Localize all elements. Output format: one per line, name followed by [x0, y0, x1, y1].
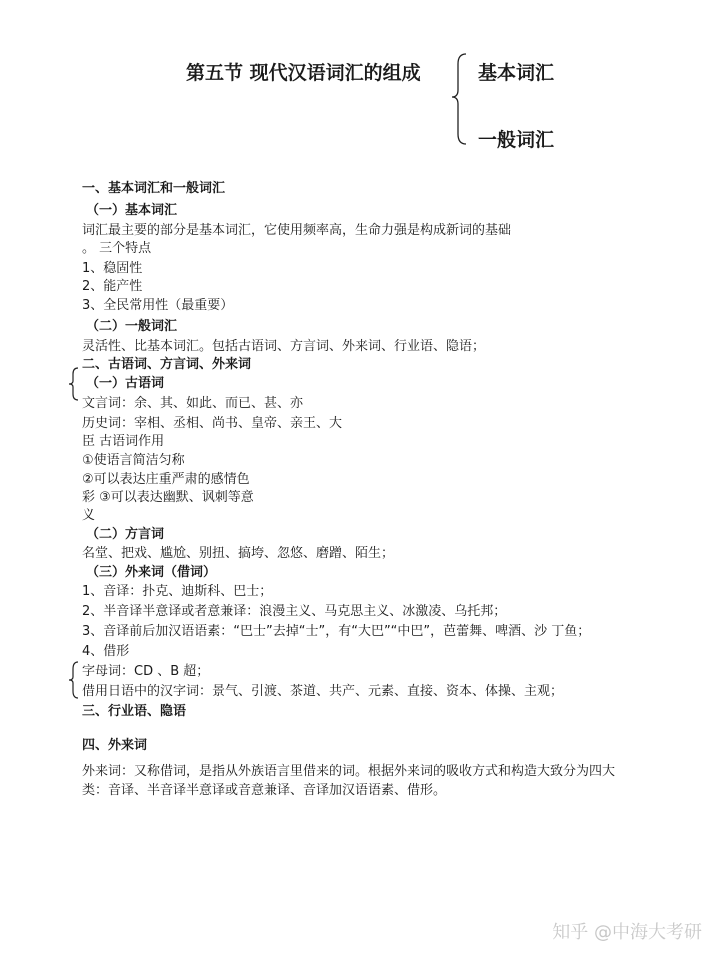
text-line: 字母词：CD 、B 超；	[82, 664, 210, 679]
subheading-loanwords: （三）外来词（借词）	[86, 565, 217, 580]
text-line: 2、半音译半意译或者意兼译：浪漫主义、马克思主义、冰激凌、乌托邦；	[82, 604, 507, 619]
text-line: 彩 ③可以表达幽默、讽刺等意	[82, 490, 254, 505]
text-line: 3、音译前后加汉语语素：“巴士”去掉“士”，有“大巴”“中巴”，芭蕾舞、啤酒、沙 丁鱼；	[82, 624, 591, 639]
text-line: 3、全民常用性（最重要）	[82, 298, 234, 313]
text-line: 文言词：余、其、如此、而已、甚、亦	[82, 396, 304, 411]
branch-general-vocabulary: 一般词汇	[478, 129, 555, 151]
subheading-general: （二）一般词汇	[86, 319, 178, 334]
text-line: 历史词：宰相、丞相、尚书、皇帝、亲王、大	[82, 416, 343, 431]
header-brace	[450, 52, 470, 147]
text-line: ②可以表达庄重严肃的感情色	[82, 472, 250, 487]
text-line: ①使语言简洁匀称	[82, 453, 185, 468]
text-line: 外来词：又称借词，是指从外族语言里借来的词。根据外来词的吸收方式和构造大致分为四大	[82, 764, 616, 779]
left-brace-ancient	[66, 366, 80, 402]
subheading-dialect: （二）方言词	[86, 527, 165, 542]
text-line: 1、稳固性	[82, 261, 143, 276]
text-line: 类：音译、半音译半意译或音意兼译、音译加汉语语素、借形。	[82, 783, 447, 798]
branch-basic-vocabulary: 基本词汇	[478, 62, 555, 84]
text-line: 2、能产性	[82, 279, 143, 294]
text-line: 灵活性、比基本词汇。包括古语词、方言词、外来词、行业语、隐语；	[82, 339, 486, 354]
text-line: 。 三个特点	[82, 241, 152, 256]
text-line: 4、借形	[82, 644, 130, 659]
text-line: 词汇最主要的部分是基本词汇，它使用频率高，生命力强是构成新词的基础	[82, 223, 512, 238]
page-title: 第五节 现代汉语词汇的组成	[186, 62, 421, 84]
heading-section-1: 一、基本词汇和一般词汇	[82, 181, 226, 196]
text-line: 名堂、把戏、尴尬、别扭、搞垮、忽悠、磨蹭、陌生；	[82, 546, 395, 561]
heading-section-3: 三、行业语、隐语	[82, 704, 187, 719]
watermark: 知乎 @中海大考研	[552, 922, 702, 943]
heading-section-2: 二、古语词、方言词、外来词	[82, 357, 252, 372]
text-line: 1、音译：扑克、迪斯科、巴士；	[82, 584, 273, 599]
heading-section-4: 四、外来词	[82, 738, 148, 753]
left-brace-borrowed-form	[66, 660, 80, 700]
text-line: 义	[82, 508, 96, 523]
subheading-ancient: （一）古语词	[86, 376, 165, 391]
subheading-basic: （一）基本词汇	[86, 203, 178, 218]
text-line: 借用日语中的汉字词：景气、引渡、茶道、共产、元素、直接、资本、体操、主观；	[82, 684, 564, 699]
text-line: 臣 古语词作用	[82, 434, 165, 449]
